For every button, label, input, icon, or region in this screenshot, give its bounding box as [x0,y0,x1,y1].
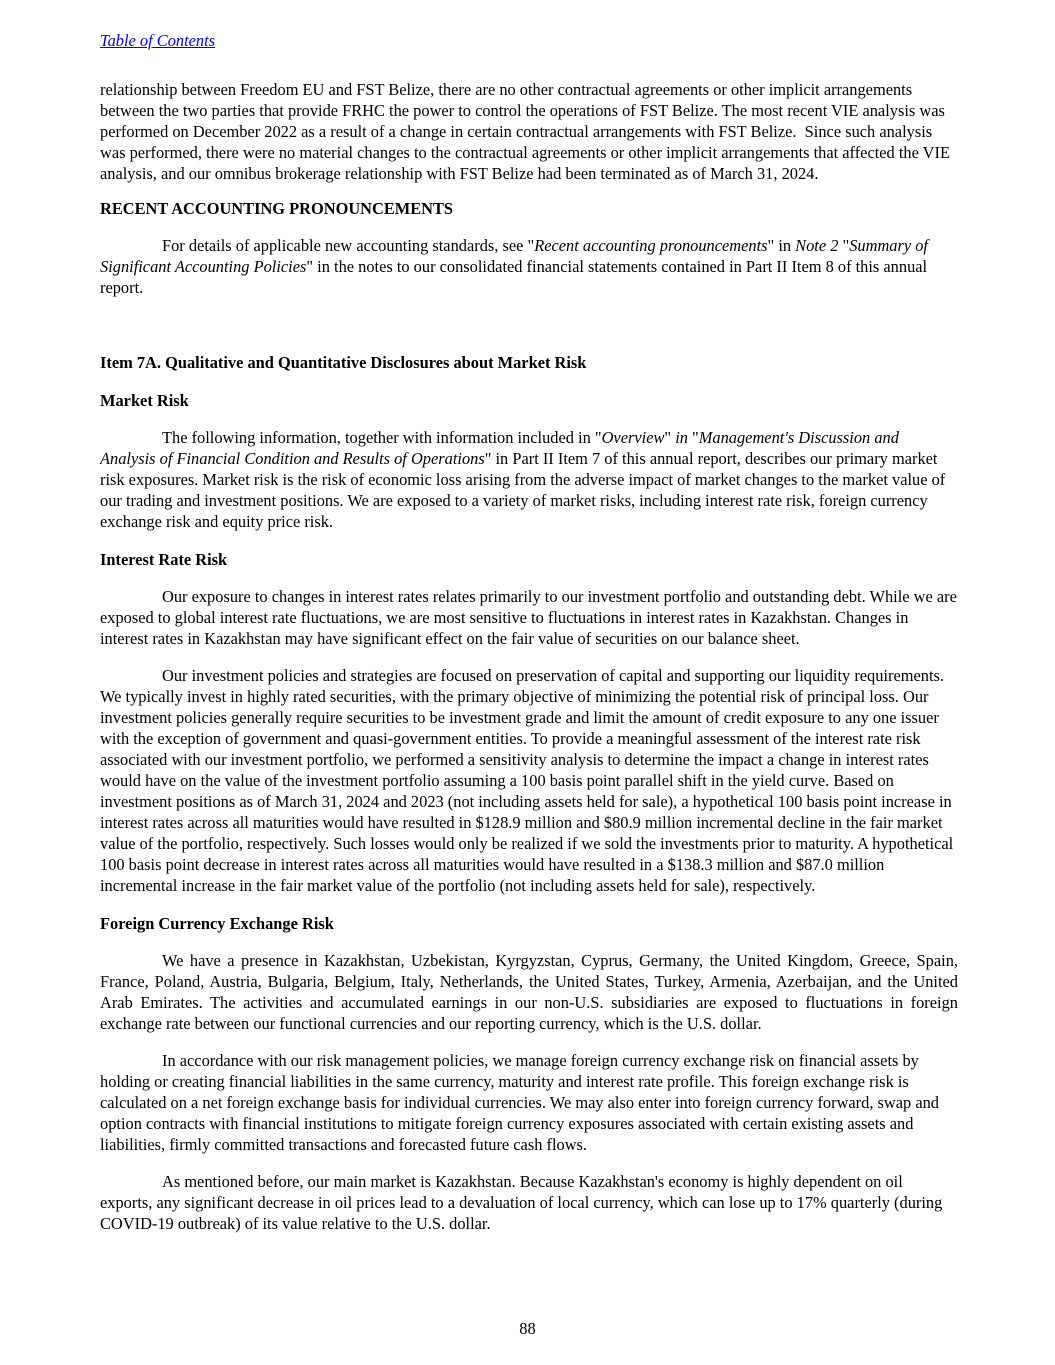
paragraph-vie-continuation: relationship between Freedom EU and FST Belize, there are no other contractual agreements or other implicit arrangements between the two parties that provide FRHC the power to control the operations of FST Belize. The most recent VIE analysis was performed on December 2022 as a result of a change in certain contractual arrangements with FST Belize. Since such analysis was performed, there were no material changes to the contractual agreements or other implicit arrangements that affected the VIE analysis, and our omnibus brokerage relationship with FST Belize had been terminated as of March 31, 2024. [100,80,950,183]
paragraph-kazakhstan-oil-dependence: As mentioned before, our main market is Kazakhstan. Because Kazakhstan's economy is highly dependent on oil exports, any significant decrease in oil prices lead to a devaluation of local currency, which can lose up to 17% quarterly (during COVID-19 outbreak) of its value relative to the U.S. dollar. [100,1172,943,1233]
paragraph-fx-risk-management: In accordance with our risk management policies, we manage foreign currency exchange risk on financial assets by holding or creating financial liabilities in the same currency, maturity and interest rate profile. This foreign exchange risk is calculated on a net foreign exchange basis for individual currencies. We may also enter into foreign currency forward, swap and option contracts with financial institutions to mitigate foreign currency exposures associated with certain existing assets and liabilities, firmly committed transactions and forecasted future cash flows. [100,1051,939,1154]
heading-market-risk: Market Risk [100,391,189,410]
heading-recent-accounting-pronouncements: RECENT ACCOUNTING PRONOUNCEMENTS [100,199,454,218]
heading-item-7a-market-risk-disclosures: Item 7A. Qualitative and Quantitative Disclosures about Market Risk [100,353,587,372]
paragraph-recent-accounting: For details of applicable new accounting standards, see "Recent accounting pronouncements" in Note 2 "Summary of Significant Accounting Policies" in the notes to our consolidated financial statements contained in Part II Item 8 of this annual report. [100,236,928,297]
heading-foreign-currency-exchange-risk: Foreign Currency Exchange Risk [100,914,334,933]
table-of-contents-link[interactable]: Table of Contents [100,31,216,50]
paragraph-investment-policies-sensitivity: Our investment policies and strategies are focused on preservation of capital and supporting our liquidity requirements. We typically invest in highly rated securities, with the primary objective of minimizing the potential risk of principal loss. Our investment policies generally require securities to be investment grade and limit the amount of credit exposure to any one issuer with the exception of government and quasi-government entities. To provide a meaningful assessment of the interest rate risk associated with our investment portfolio, we performed a sensitivity analysis to determine the impact a change in interest rates would have on the value of the investment portfolio assuming a 100 basis point parallel shift in the yield curve. Based on investment positions as of March 31, 2024 and 2023 (not including assets held for sale), a hypothetical 100 basis point increase in interest rates across all maturities would have resulted in $128.9 million and $80.9 million incremental decline in the fair market value of the portfolio, respectively. Such losses would only be realized if we sold the investments prior to maturity. A hypothetical 100 basis point decrease in interest rates across all maturities would have resulted in a $138.3 million and $87.0 million incremental increase in the fair market value of the portfolio (not including assets held for sale), respectively. [100,666,954,895]
paragraph-foreign-presence: We have a presence in Kazakhstan, Uzbekistan, Kyrgyzstan, Cyprus, Germany, the United Kingdom, Greece, Spain, France, Poland, Austria, Bulgaria, Belgium, Italy, Netherlands, the United States, Turkey, Armenia, Azerbaijan, and the United Arab Emirates. The activities and accumulated earnings in our non-U.S. subsidiaries are exposed to fluctuations in foreign exchange rate between our functional currencies and our reporting currency, which is the U.S. dollar. [100,951,958,1033]
paragraph-interest-rate-exposure: Our exposure to changes in interest rates relates primarily to our investment portfolio and outstanding debt. While we are exposed to global interest rate fluctuations, we are most sensitive to fluctuations in interest rates in Kazakhstan. Changes in interest rates in Kazakhstan may have significant effect on the fair value of securities on our balance sheet. [100,587,957,648]
page-number: 88 [519,1319,536,1338]
heading-interest-rate-risk: Interest Rate Risk [100,550,228,569]
paragraph-market-risk-overview: The following information, together with information included in "Overview" in "Management's Discussion and Analysis of Financial Condition and Results of Operations" in Part II Item 7 of this annual report, describes our primary market risk exposures. Market risk is the risk of economic loss arising from the adverse impact of market changes to the market value of our trading and investment positions. We are exposed to a variety of market risks, including interest rate risk, foreign currency exchange risk and equity price risk. [100,428,946,531]
